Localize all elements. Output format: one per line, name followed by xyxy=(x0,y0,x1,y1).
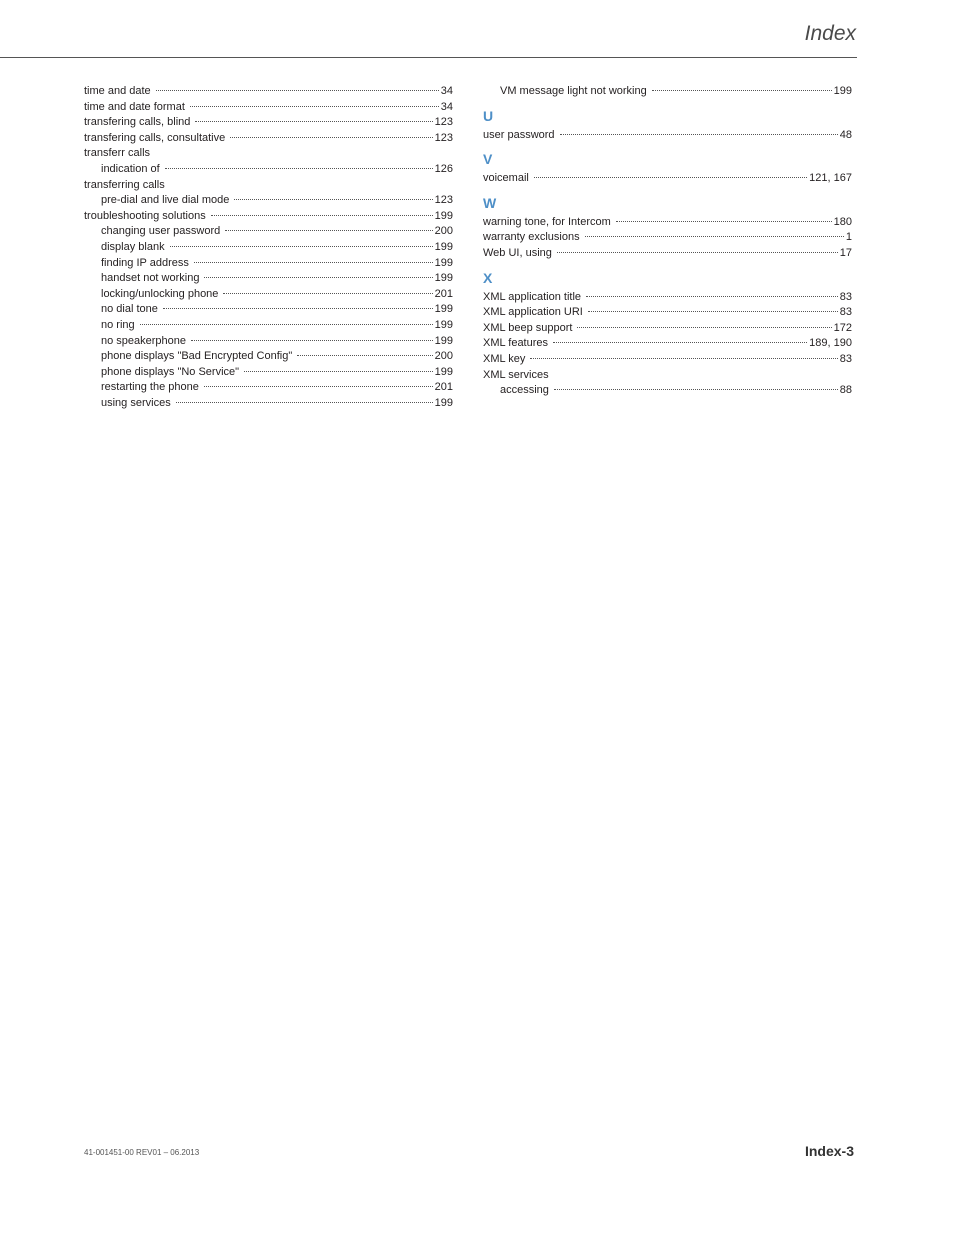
index-entry-label: troubleshooting solutions xyxy=(84,209,206,222)
index-entry-pages: 199 xyxy=(434,256,453,269)
index-entry-pages: 199 xyxy=(434,365,453,378)
index-entry xyxy=(483,246,852,262)
dot-leader xyxy=(211,215,433,216)
dot-leader xyxy=(225,230,432,231)
index-entry xyxy=(84,115,453,131)
dot-leader xyxy=(297,355,432,356)
index-entry xyxy=(84,84,453,100)
index-entry-pages: 199 xyxy=(434,209,453,222)
index-entry-label: pre-dial and live dial mode xyxy=(101,194,230,207)
index-entry-label: warranty exclusions xyxy=(483,231,580,244)
index-entry xyxy=(483,305,852,321)
index-heading: transferr calls xyxy=(84,147,151,160)
index-entry-label: XML features xyxy=(483,337,549,350)
dot-leader xyxy=(557,252,838,253)
index-entry xyxy=(483,336,852,352)
index-entry-pages: 200 xyxy=(434,350,453,363)
dot-leader xyxy=(554,389,838,390)
index-entry-label: indication of xyxy=(101,162,160,175)
index-entry-pages: 200 xyxy=(434,225,453,238)
index-subentry xyxy=(84,334,453,350)
document-number: 41-001451-00 REV01 – 06.2013 xyxy=(84,1148,200,1157)
dot-leader xyxy=(163,308,433,309)
index-entry-pages: 199 xyxy=(434,396,453,409)
index-subentry xyxy=(84,287,453,303)
index-entry-label: phone displays "Bad Encrypted Config" xyxy=(101,350,293,363)
index-subentry xyxy=(84,224,453,240)
index-subentry xyxy=(84,302,453,318)
index-entry xyxy=(483,321,852,337)
index-entry-pages: 123 xyxy=(434,131,453,144)
index-entry-pages: 201 xyxy=(434,287,453,300)
index-entry xyxy=(483,352,852,368)
index-entry-label: accessing xyxy=(500,384,549,397)
index-entry-pages: 201 xyxy=(434,381,453,394)
index-entry-pages: 199 xyxy=(434,272,453,285)
index-entry-label: using services xyxy=(101,396,171,409)
index-entry-label: restarting the phone xyxy=(101,381,199,394)
index-subentry xyxy=(483,383,852,399)
index-subentry xyxy=(84,256,453,272)
index-entry-pages: 123 xyxy=(434,194,453,207)
index-entry-label: no speakerphone xyxy=(101,334,187,347)
dot-leader xyxy=(244,371,433,372)
index-subentry xyxy=(84,193,453,209)
index-entry-label: XML key xyxy=(483,352,526,365)
index-entry-label: phone displays "No Service" xyxy=(101,365,240,378)
index-subentry xyxy=(84,349,453,365)
index-subentry xyxy=(84,380,453,396)
index-entry xyxy=(483,128,852,144)
page-title: Index xyxy=(804,22,856,45)
dot-leader xyxy=(156,90,439,91)
dot-leader xyxy=(204,277,432,278)
dot-leader xyxy=(530,358,837,359)
dot-leader xyxy=(190,106,439,107)
index-entry xyxy=(483,290,852,306)
index-entry-pages: 34 xyxy=(440,100,453,113)
dot-leader xyxy=(553,342,807,343)
index-entry-label: XML beep support xyxy=(483,321,573,334)
index-entry-label: warning tone, for Intercom xyxy=(483,215,611,228)
index-entry-label: time and date xyxy=(84,85,151,97)
index-entry-label: changing user password xyxy=(101,225,221,238)
dot-leader xyxy=(230,137,432,138)
index-entry-label: transfering calls, consultative xyxy=(84,131,226,144)
index-entry-pages: 17 xyxy=(839,246,852,259)
dot-leader xyxy=(577,327,831,328)
index-entry-pages: 48 xyxy=(839,128,852,141)
index-subentry xyxy=(84,162,453,178)
index-entry-label: no dial tone xyxy=(101,303,158,316)
index-section-letter: X xyxy=(483,269,493,286)
index-entry-pages: 199 xyxy=(434,318,453,331)
index-entry-label: VM message light not working xyxy=(500,85,647,97)
index-entry-pages: 83 xyxy=(839,290,852,303)
index-entry xyxy=(483,171,852,187)
index-subentry xyxy=(483,84,852,100)
index-entry-pages: 83 xyxy=(839,352,852,365)
dot-leader xyxy=(234,199,432,200)
index-entry-label: voicemail xyxy=(483,172,529,185)
dot-leader xyxy=(194,262,433,263)
index-subentry xyxy=(84,318,453,334)
index-entry-label: finding IP address xyxy=(101,256,189,269)
index-entry xyxy=(483,215,852,231)
index-entry-pages: 199 xyxy=(434,240,453,253)
index-entry-label: XML application title xyxy=(483,290,582,303)
index-entry-pages: 121, 167 xyxy=(809,172,852,185)
index-entry-pages: 199 xyxy=(833,85,852,97)
index-entry-label: locking/unlocking phone xyxy=(101,287,219,300)
page-number: Index-3 xyxy=(804,1143,854,1159)
index-entry-pages: 88 xyxy=(839,384,852,397)
index-entry xyxy=(84,100,453,116)
index-entry-pages: 199 xyxy=(434,303,453,316)
index-entry xyxy=(84,209,453,225)
index-entry xyxy=(483,230,852,246)
dot-leader xyxy=(191,340,433,341)
index-column-left xyxy=(84,84,453,411)
index-entry-label: time and date format xyxy=(84,100,185,113)
index-entry-label: transfering calls, blind xyxy=(84,116,191,129)
header-divider xyxy=(0,57,857,58)
index-entry-pages: 83 xyxy=(839,306,852,319)
dot-leader xyxy=(585,236,844,237)
index-section-letter: U xyxy=(483,107,494,124)
index-subentry xyxy=(84,271,453,287)
index-entry-pages: 199 xyxy=(434,334,453,347)
dot-leader xyxy=(534,177,807,178)
dot-leader xyxy=(165,168,433,169)
dot-leader xyxy=(176,402,433,403)
dot-leader xyxy=(652,90,832,91)
index-entry-pages: 172 xyxy=(833,321,852,334)
index-entry-pages: 123 xyxy=(434,116,453,129)
index-entry-pages: 1 xyxy=(845,231,852,244)
dot-leader xyxy=(586,296,838,297)
index-entry-label: display blank xyxy=(101,240,165,253)
index-subentry xyxy=(84,240,453,256)
index-entry-label: no ring xyxy=(101,318,135,331)
index-entry-label: user password xyxy=(483,128,555,141)
index-column-right xyxy=(483,84,852,399)
index-entry-pages: 34 xyxy=(440,85,453,97)
dot-leader xyxy=(588,311,838,312)
index-entry xyxy=(84,131,453,147)
dot-leader xyxy=(195,121,432,122)
index-section-letter: W xyxy=(483,194,497,211)
index-subentry xyxy=(84,396,453,412)
index-entry-pages: 126 xyxy=(434,162,453,175)
index-subentry xyxy=(84,365,453,381)
index-entry-label: XML application URI xyxy=(483,306,583,319)
index-section-letter: V xyxy=(483,151,493,168)
dot-leader xyxy=(223,293,432,294)
dot-leader xyxy=(140,324,433,325)
dot-leader xyxy=(560,134,838,135)
index-heading: transferring calls xyxy=(84,178,165,191)
dot-leader xyxy=(170,246,433,247)
index-entry-label: Web UI, using xyxy=(483,246,552,259)
index-entry-pages: 180 xyxy=(833,215,852,228)
dot-leader xyxy=(204,386,433,387)
index-entry-pages: 189, 190 xyxy=(809,337,852,350)
index-entry-label: handset not working xyxy=(101,272,200,285)
dot-leader xyxy=(616,221,832,222)
index-heading: XML services xyxy=(483,368,549,381)
